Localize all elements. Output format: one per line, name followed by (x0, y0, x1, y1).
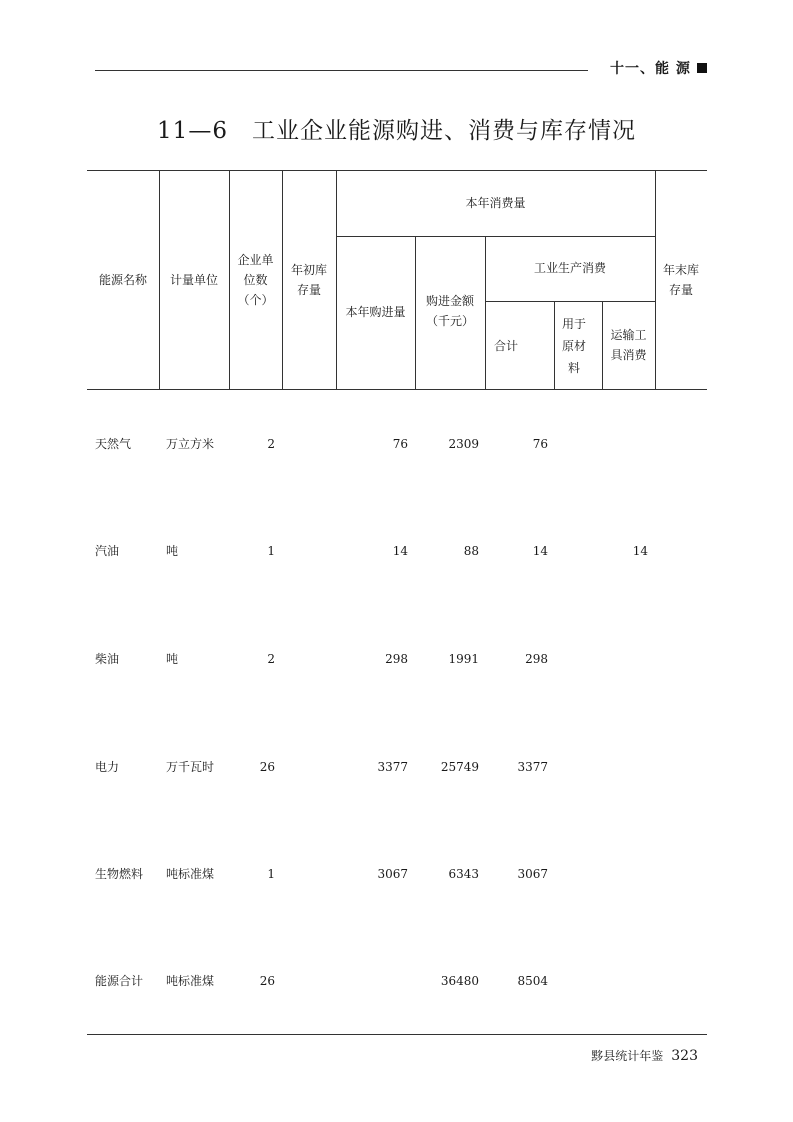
col-header-industrial-group: 工业生产消费 (533, 261, 606, 275)
page-footer (591, 1047, 698, 1064)
cell-energy-name: 能源合计 (95, 974, 144, 988)
cell-amount: 36480 (440, 974, 479, 988)
cell-amount: 2309 (448, 437, 479, 451)
cell-count: 26 (259, 974, 275, 988)
cell-amount: 1991 (448, 652, 479, 666)
cell-purchase: 76 (392, 437, 408, 451)
cell-transport: 14 (632, 544, 648, 558)
header-bottom-rule (87, 389, 707, 390)
header-rule (95, 70, 588, 71)
cell-total: 298 (525, 652, 548, 666)
col-header-raw-material: 用于 原材 料 (561, 317, 586, 375)
cell-count: 2 (267, 437, 275, 451)
cell-purchase: 3067 (377, 867, 408, 881)
col-header-energy-name: 能源名称 (98, 273, 147, 287)
page-title: 11—6 工业企业能源购进、消费与库存情况 (157, 118, 636, 144)
header-rule-consumption (336, 236, 655, 237)
section-label: 十一、能 源 (610, 61, 691, 77)
col-header-closing-stock: 年末库 存量 (662, 263, 699, 297)
book-title: 黟县统计年鉴 (591, 1049, 664, 1063)
col-header-consumption-group: 本年消费量 (465, 196, 526, 210)
cell-unit: 吨 (166, 652, 179, 666)
col-header-total: 合计 (493, 339, 518, 353)
cell-total: 14 (532, 544, 548, 558)
cell-energy-name: 生物燃料 (95, 867, 144, 881)
cell-purchase: 14 (392, 544, 408, 558)
cell-unit: 吨标准煤 (166, 974, 215, 988)
cell-total: 8504 (517, 974, 548, 988)
cell-total: 3067 (517, 867, 548, 881)
cell-unit: 万千瓦时 (166, 760, 215, 774)
cell-unit: 吨标准煤 (166, 867, 215, 881)
cell-energy-name: 柴油 (95, 652, 120, 666)
col-header-enterprise-count: 企业单 位数 （个） (237, 253, 274, 307)
cell-amount: 88 (463, 544, 479, 558)
footer-rule (87, 1034, 707, 1035)
section-header (610, 58, 707, 78)
cell-energy-name: 汽油 (95, 544, 120, 558)
cell-unit: 万立方米 (166, 437, 215, 451)
square-marker-icon (697, 63, 707, 73)
header-rule-industrial (485, 301, 655, 302)
cell-unit: 吨 (166, 544, 179, 558)
col-header-unit: 计量单位 (169, 273, 218, 287)
cell-count: 2 (267, 652, 275, 666)
col-header-purchase-qty: 本年购进量 (345, 305, 406, 319)
table-top-rule (87, 170, 707, 171)
cell-purchase: 3377 (377, 760, 408, 774)
cell-amount: 6343 (448, 867, 479, 881)
col-header-opening-stock: 年初库 存量 (290, 263, 327, 297)
cell-amount: 25749 (440, 760, 479, 774)
col-header-transport: 运输工 具消费 (610, 328, 647, 362)
cell-energy-name: 电力 (95, 760, 120, 774)
cell-total: 3377 (517, 760, 548, 774)
cell-energy-name: 天然气 (95, 437, 132, 451)
cell-total: 76 (532, 437, 548, 451)
cell-count: 26 (259, 760, 275, 774)
col-header-purchase-amount: 购进金额 （千元） (425, 294, 474, 328)
page-number: 323 (671, 1048, 698, 1064)
cell-count: 1 (267, 867, 275, 881)
cell-count: 1 (267, 544, 275, 558)
cell-purchase: 298 (385, 652, 408, 666)
